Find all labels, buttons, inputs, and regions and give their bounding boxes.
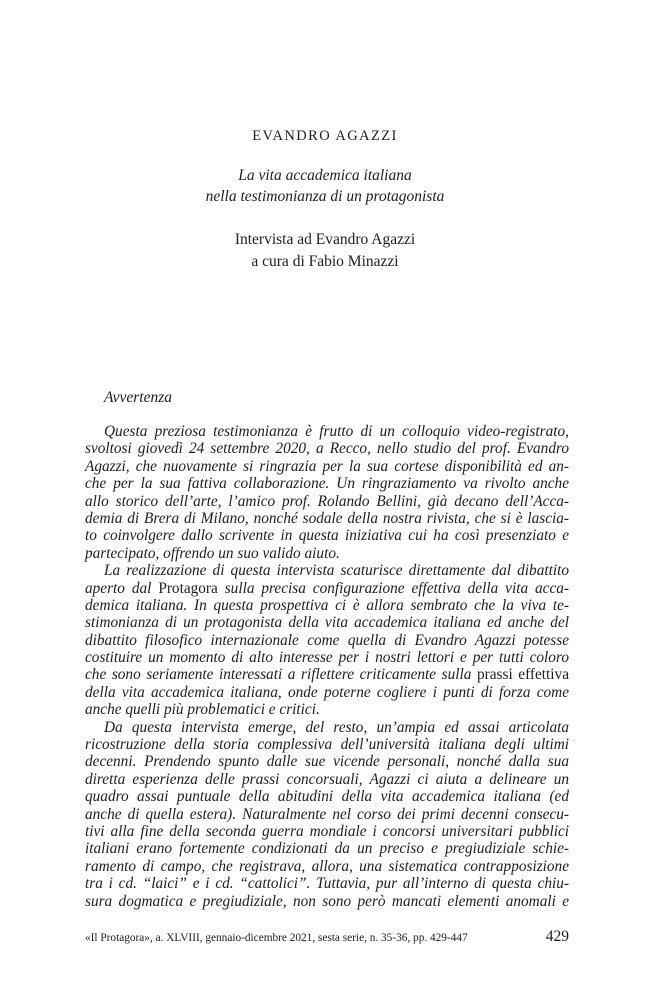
body-line: aperto dal Protagora sulla precisa configurazione effettiva della vita acca- bbox=[85, 579, 569, 597]
body-line: ramento di campo, che registrava, allora, una sistematica contrapposizione bbox=[85, 857, 569, 875]
journal-citation: «Il Protagora», a. XLVIII, gennaio-dicembre 2021, sesta serie, n. 35-36, pp. 429-447 bbox=[85, 932, 468, 944]
body-line: stimonianza di un protagonista della vita accademica italiana ed anche del bbox=[85, 614, 569, 632]
body-line: tra i cd. “laici” e i cd. “cattolici”. Tuttavia, pur all’interno di questa chiu- bbox=[85, 875, 569, 893]
body-line: Questa preziosa testimonianza è frutto di un colloquio video-registrato, bbox=[104, 423, 569, 440]
body-line: Da questa intervista emerge, del resto, un’ampia ed assai articolata bbox=[104, 718, 569, 736]
body-line: dibattito filosofico internazionale come quella di Evandro Agazzi potesse bbox=[85, 631, 569, 649]
body-line: costituire un momento di alto interesse per i nostri lettori e per tutti coloro bbox=[85, 649, 569, 667]
body-line: anche quelli più problematici e critici. bbox=[85, 701, 320, 719]
body-line: sura dogmatica e pregiudiziale, non sono però mancati elementi anomali e bbox=[85, 892, 569, 910]
article-title-line-1: La vita accademica italiana bbox=[238, 167, 412, 184]
body-line: demica italiana. In questa prospettiva ci è allora sembrato che la viva te- bbox=[85, 596, 569, 614]
journal-title: Protagora bbox=[158, 579, 218, 597]
body-line: italiani erano fortemente condizionati da un preciso e pregiudiziale schie- bbox=[85, 840, 569, 858]
body-line: svoltosi giovedì 24 settembre 2020, a Recco, nello studio del prof. Evandro bbox=[85, 440, 569, 458]
body-line: che sono seriamente interessati a riflettere criticamente sulla prassi effettiva bbox=[85, 666, 569, 684]
body-line: demia di Brera di Milano, nonché sodale della nostra rivista, che si è lascia- bbox=[85, 509, 569, 527]
page-number: 429 bbox=[545, 928, 569, 945]
emphasis-term: prassi bbox=[477, 666, 513, 684]
body-line: quadro assai puntuale della abitudini della vita accademica italiana (ed bbox=[85, 788, 569, 806]
body-line: allo storico dell’arte, l’amico prof. Rolando Bellini, già decano dell’Acca- bbox=[85, 492, 569, 510]
body-line: to coinvolgere dallo scrivente in questa iniziativa cui ha così presenziato e bbox=[85, 527, 569, 545]
author-name: EVANDRO AGAZZI bbox=[252, 128, 398, 144]
section-heading: Avvertenza bbox=[104, 389, 173, 406]
body-line: tivi alla fine della seconda guerra mondiale i concorsi universitari pubblici bbox=[85, 822, 569, 840]
body-line: La realizzazione di questa intervista scaturisce direttamente dal dibattito bbox=[104, 562, 569, 580]
body-line: diretta esperienza delle prassi concorsuali, Agazzi ci aiuta a delineare un bbox=[85, 770, 569, 788]
body-line: decenni. Prendendo spunto dalle sue vicende personali, nonché dalla sua bbox=[85, 753, 569, 771]
body-line: che per la sua fattiva collaborazione. Un ringraziamento va rivolto anche bbox=[85, 475, 569, 493]
article-title-line-2: nella testimonianza di un protagonista bbox=[205, 188, 445, 205]
body-line: partecipato, offrendo un suo valido aiuto. bbox=[85, 544, 340, 562]
body-line: anche di quella estera). Naturalmente nel corso dei primi decenni consecu- bbox=[85, 805, 569, 823]
body-line: della vita accademica italiana, onde poterne cogliere i punti di forza come bbox=[85, 683, 569, 701]
body-line: ricostruzione della storia complessiva dell’università italiana degli ultimi bbox=[85, 736, 569, 754]
interview-credit-line-2: a cura di Fabio Minazzi bbox=[251, 253, 399, 270]
body-text bbox=[85, 423, 569, 910]
body-line: Agazzi, che nuovamente si ringrazia per la sua cortese disponibilità ed an- bbox=[85, 457, 569, 475]
interview-credit-line-1: Intervista ad Evandro Agazzi bbox=[234, 231, 416, 248]
